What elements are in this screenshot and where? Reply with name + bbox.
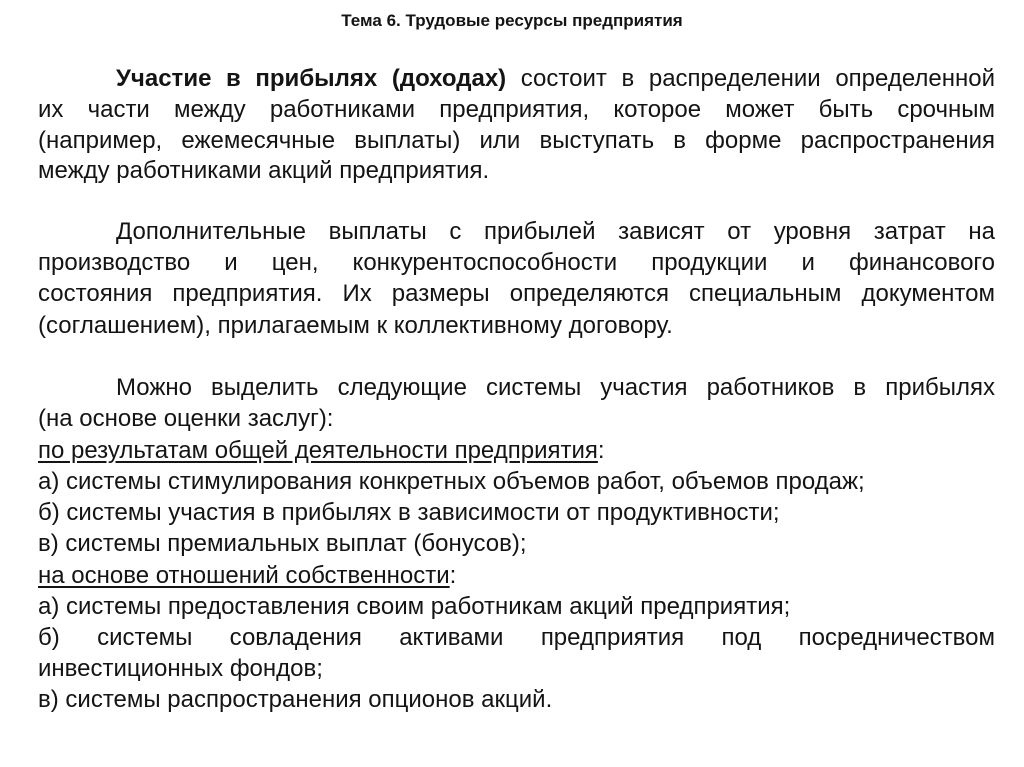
bold-term: Участие в прибылях (доходах) (116, 65, 507, 92)
paragraph-1-line-3: (например, ежемесячные выплаты) или выступать в форме распространения (38, 127, 995, 154)
list-item: в) системы распространения опционов акций. (38, 686, 553, 713)
paragraph-1-line-2: их части между работниками предприятия, которое может быть срочным (38, 96, 995, 123)
paragraph-3-line-1: Можно выделить следующие системы участия работников в прибылях (116, 374, 995, 401)
paragraph-2-line-3: состояния предприятия. Их размеры определяются специальным документом (38, 280, 995, 307)
paragraph-1-line-4: между работниками акций предприятия. (38, 157, 490, 184)
list-item: а) системы стимулирования конкретных объемов работ, объемов продаж; (38, 468, 865, 495)
paragraph-1-line-1: Участие в прибылях (доходах) состоит в распределении определенной (116, 65, 995, 92)
list-item: б) системы совладения активами предприятия под посредничеством (38, 624, 995, 651)
paragraph-2-line-1: Дополнительные выплаты с прибылей зависят от уровня затрат на (116, 218, 995, 245)
list-item-continuation: инвестиционных фондов; (38, 655, 323, 682)
group-2-heading: на основе отношений собственности: (38, 562, 457, 589)
group-1-heading: по результатам общей деятельности предприятия: (38, 437, 605, 464)
list-item: а) системы предоставления своим работникам акций предприятия; (38, 593, 791, 620)
paragraph-2-line-2: производство и цен, конкурентоспособности продукции и финансового (38, 249, 995, 276)
list-item: в) системы премиальных выплат (бонусов); (38, 530, 527, 557)
paragraph-2-line-4: (соглашением), прилагаемым к коллективному договору. (38, 312, 673, 339)
paragraph-3-line-2: (на основе оценки заслуг): (38, 405, 334, 432)
list-item: б) системы участия в прибылях в зависимости от продуктивности; (38, 499, 780, 526)
page-title: Тема 6. Трудовые ресурсы предприятия (341, 11, 683, 30)
